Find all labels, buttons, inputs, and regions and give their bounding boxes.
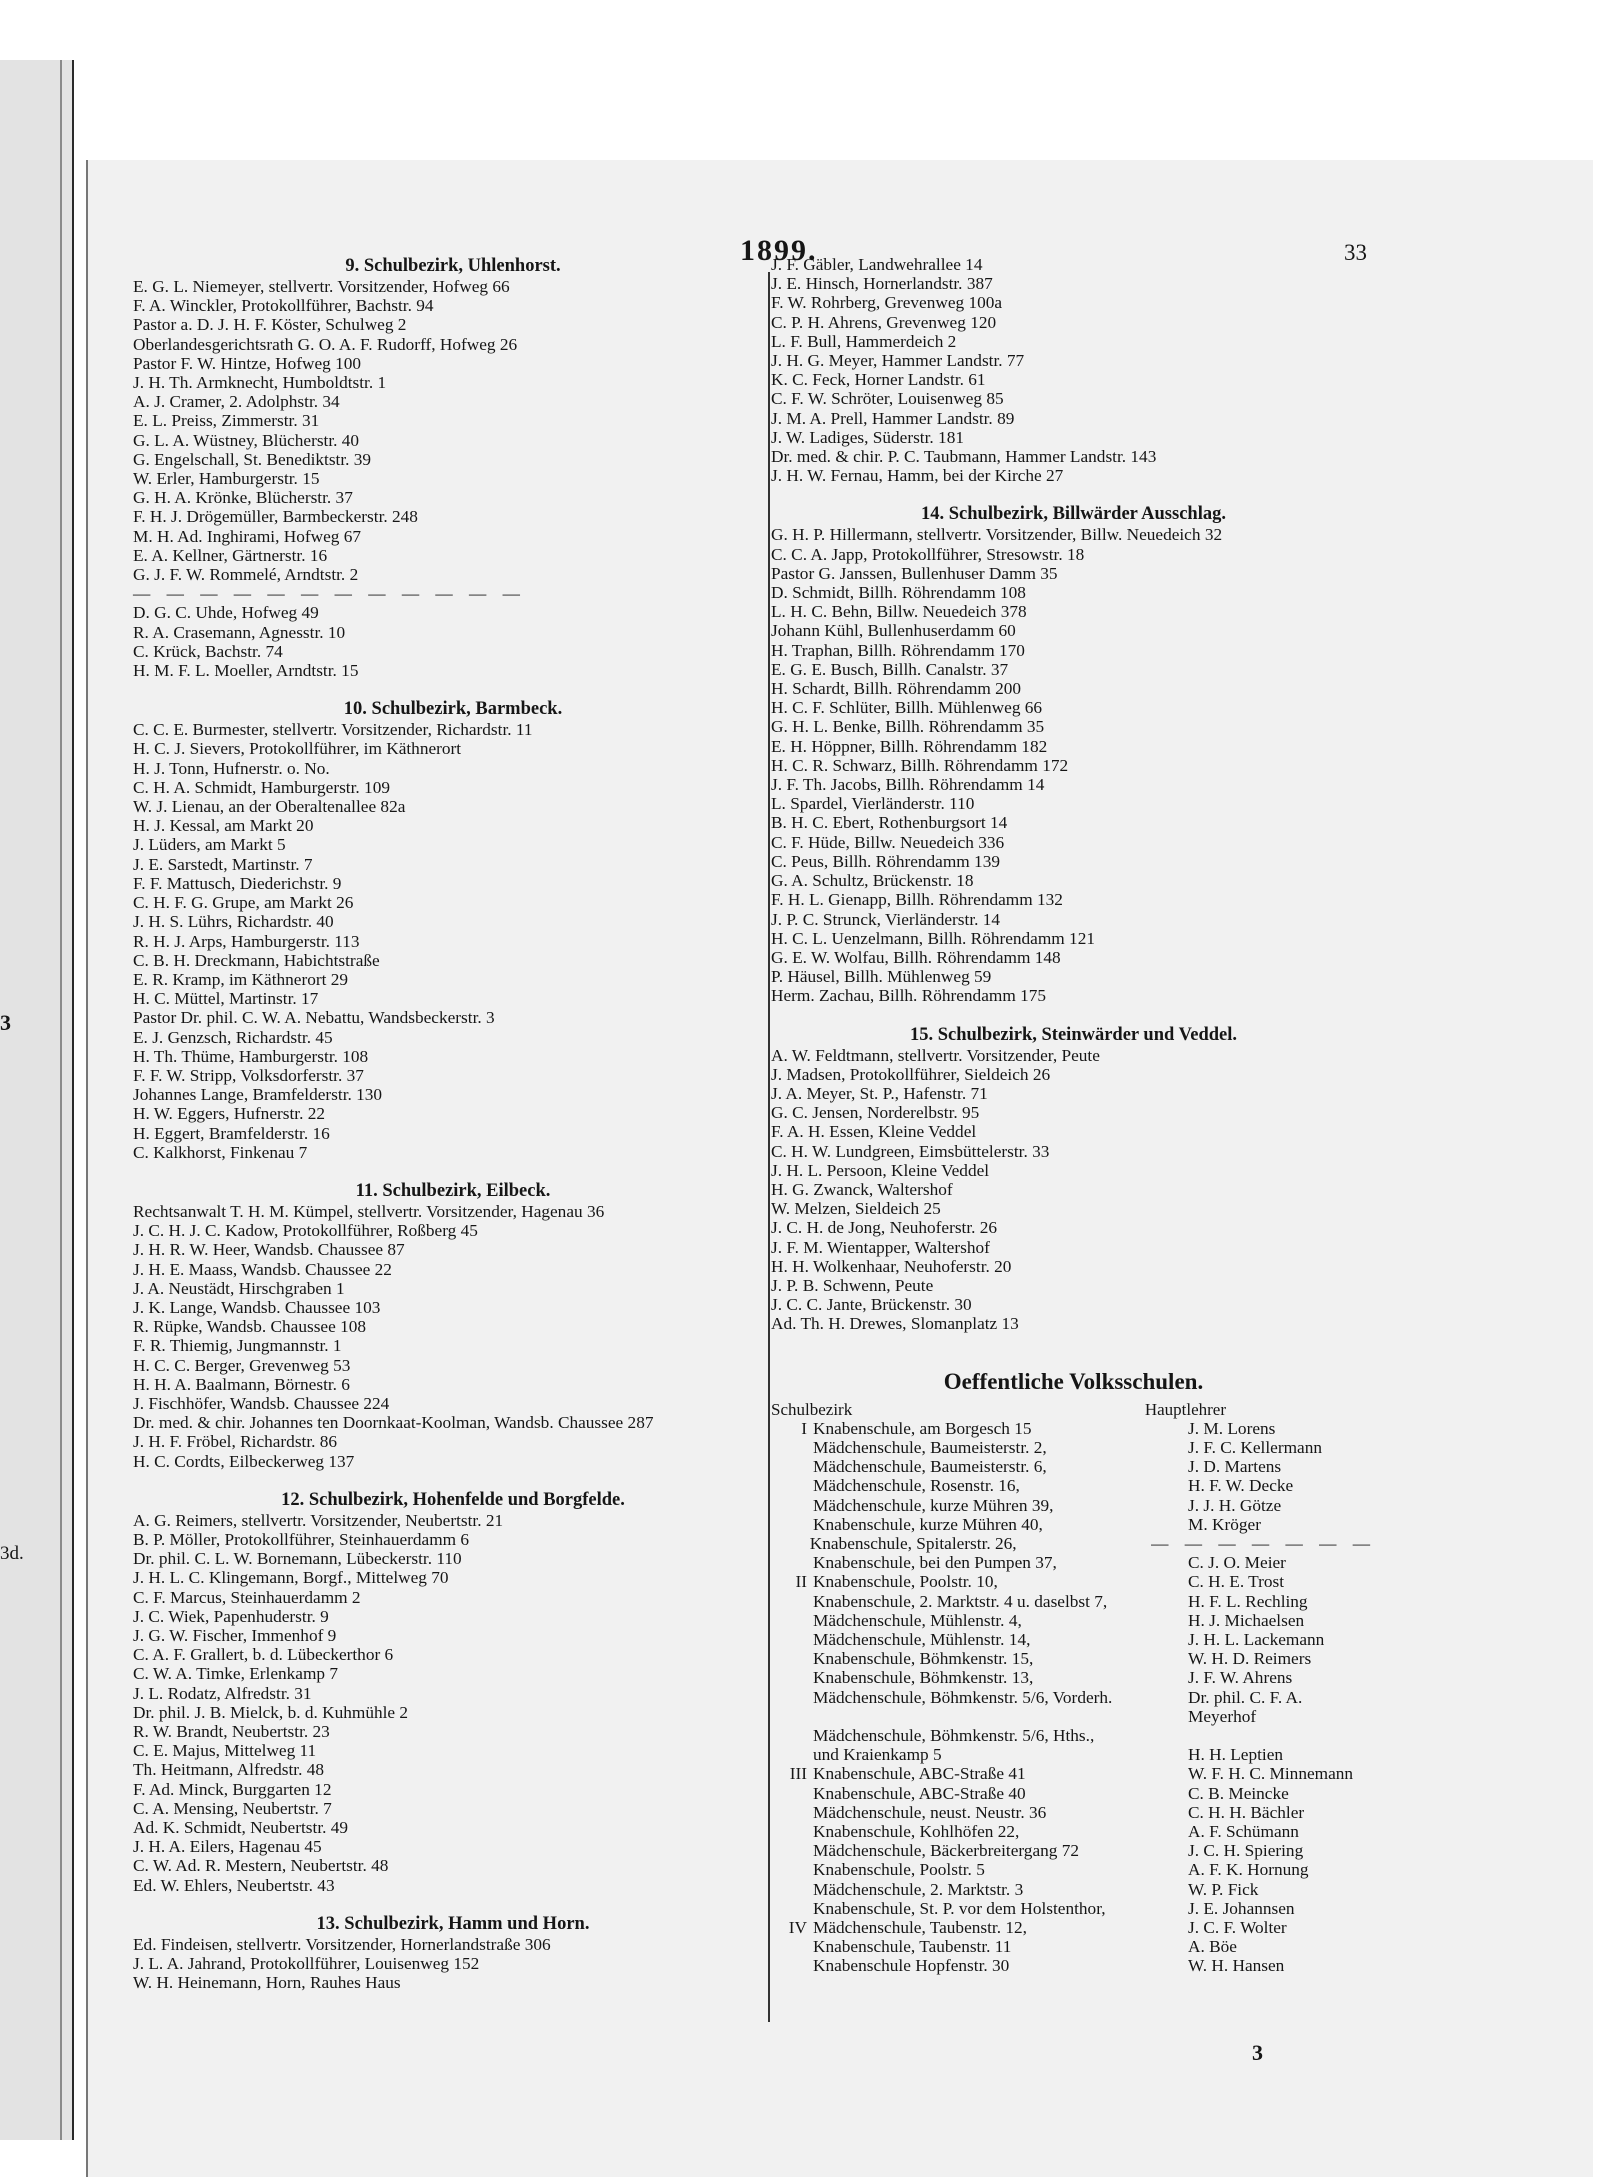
school-row (771, 1880, 1376, 1899)
school-row (771, 1496, 1376, 1515)
section-heading: 9. Schulbezirk, Uhlenhorst. (345, 256, 561, 276)
member-entry: J. C. C. Jante, Brückenstr. 30 (771, 1295, 972, 1315)
school-row (771, 1688, 1376, 1707)
district-number (771, 1956, 813, 1975)
school-row (771, 1918, 1376, 1937)
school-name: Mädchenschule, Böhmkenstr. 5/6, Vorderh. (813, 1687, 1113, 1707)
school-row (771, 1438, 1376, 1457)
head-teacher: C. J. O. Meier (1188, 1553, 1286, 1573)
school-row (771, 1707, 1376, 1726)
member-entry: C. C. A. Japp, Protokollführer, Stresowstr. 18 (771, 544, 1085, 564)
school-row (771, 1803, 1376, 1822)
member-entry: C. A. Mensing, Neubertstr. 7 (133, 1798, 332, 1818)
member-entry: C. Peus, Billh. Röhrendamm 139 (771, 851, 1000, 871)
school-name: und Kraienkamp 5 (813, 1745, 942, 1765)
school-row (771, 1668, 1376, 1687)
member-entry: H. J. Tonn, Hufnerstr. o. No. (133, 758, 330, 778)
member-entry: J. Fischhöfer, Wandsb. Chaussee 224 (133, 1393, 390, 1413)
member-entry: H. Th. Thüme, Hamburgerstr. 108 (133, 1046, 369, 1066)
school-name: Mädchenschule, neust. Neustr. 36 (813, 1802, 1047, 1822)
school-name: Mädchenschule, Taubenstr. 12, (813, 1918, 1027, 1938)
member-entry: Oberlandesgerichtsrath G. O. A. F. Rudorff, Hofweg 26 (133, 334, 518, 354)
district-number (771, 1899, 813, 1918)
member-entry: J. E. Sarstedt, Martinstr. 7 (133, 854, 313, 874)
member-entry: Johannes Lange, Bramfelderstr. 130 (133, 1085, 383, 1105)
signature-mark: 3 (1252, 2040, 1263, 2065)
column-label-hauptlehrer: Hauptlehrer (1144, 1399, 1226, 1419)
member-entry: H. W. Eggers, Hufnerstr. 22 (133, 1104, 325, 1124)
member-entry: Ed. W. Ehlers, Neubertstr. 43 (133, 1875, 335, 1895)
district-number (771, 1880, 813, 1899)
member-entry: H. J. Kessal, am Markt 20 (133, 816, 314, 836)
head-teacher: J. F. C. Kellermann (1188, 1437, 1322, 1457)
school-name: Knabenschule, St. P. vor dem Holstenthor, (813, 1898, 1106, 1918)
school-name: Knabenschule, bei den Pumpen 37, (813, 1553, 1057, 1573)
member-entry: P. Häusel, Billh. Mühlenweg 59 (771, 967, 992, 987)
member-entry: J. E. Hinsch, Hornerlandstr. 387 (771, 274, 993, 294)
member-entry: C. A. F. Grallert, b. d. Lübeckerthor 6 (133, 1645, 394, 1665)
member-entry: H. C. Cordts, Eilbeckerweg 137 (133, 1451, 355, 1471)
head-teacher: C. B. Meincke (1188, 1783, 1289, 1803)
head-teacher: W. H. D. Reimers (1188, 1649, 1312, 1669)
member-entry: Th. Heitmann, Alfredstr. 48 (133, 1760, 325, 1780)
member-entry: J. Lüders, am Markt 5 (133, 835, 286, 855)
member-entry: E. H. Höppner, Billh. Röhrendamm 182 (771, 736, 1048, 756)
head-teacher (1188, 1726, 1376, 1745)
member-entry: H. G. Zwanck, Waltershof (771, 1179, 953, 1199)
section-heading: 12. Schulbezirk, Hohenfelde und Borgfelde. (281, 1489, 625, 1510)
member-entry: H. C. Müttel, Martinstr. 17 (133, 989, 319, 1009)
section-heading: 13. Schulbezirk, Hamm und Horn. (316, 1913, 590, 1934)
member-entry: J. H. E. Maass, Wandsb. Chaussee 22 (133, 1259, 392, 1279)
member-entry: Ed. Findeisen, stellvertr. Vorsitzender, Hornerlandstraße 306 (133, 1934, 551, 1954)
member-entry: C. F. W. Schröter, Louisenweg 85 (771, 389, 1004, 409)
member-entry: C. F. Hüde, Billw. Neuedeich 336 (771, 832, 1005, 852)
head-teacher: — — — — — — — (1151, 1533, 1376, 1553)
member-entry: C. W. A. Timke, Erlenkamp 7 (133, 1664, 338, 1684)
member-entry: J. K. Lange, Wandsb. Chaussee 103 (133, 1297, 381, 1317)
member-entry: E. G. L. Niemeyer, stellvertr. Vorsitzender, Hofweg 66 (133, 277, 510, 296)
school-row (771, 1822, 1376, 1841)
head-teacher: J. C. F. Wolter (1188, 1918, 1287, 1938)
school-name: Knabenschule Hopfenstr. 30 (813, 1956, 1010, 1976)
school-row (771, 1572, 1376, 1591)
district-number (771, 1707, 813, 1726)
district-number (771, 1726, 813, 1745)
school-row (771, 1515, 1376, 1534)
member-entry: H. H. A. Baalmann, Börnestr. 6 (133, 1374, 350, 1394)
head-teacher: A. Böe (1188, 1937, 1237, 1957)
member-entry: G. H. L. Benke, Billh. Röhrendamm 35 (771, 717, 1045, 737)
school-row (771, 1764, 1376, 1783)
member-entry: H. C. L. Uenzelmann, Billh. Röhrendamm 121 (771, 928, 1095, 948)
member-entry: H. C. F. Schlüter, Billh. Mühlenweg 66 (771, 698, 1043, 718)
head-teacher: A. F. K. Hornung (1188, 1860, 1309, 1880)
column-label-schulbezirk: Schulbezirk (771, 1399, 853, 1419)
school-row (771, 1457, 1376, 1476)
member-entry: J. A. Meyer, St. P., Hafenstr. 71 (771, 1083, 988, 1103)
head-teacher: A. F. Schümann (1188, 1822, 1299, 1842)
school-name: Knabenschule, am Borgesch 15 (813, 1418, 1032, 1438)
member-entry: C. B. H. Dreckmann, Habichtstraße (133, 950, 380, 970)
head-teacher: W. P. Fick (1188, 1879, 1259, 1899)
member-entry: L. F. Bull, Hammerdeich 2 (771, 331, 957, 351)
school-name: Knabenschule, Böhmkenstr. 15, (813, 1649, 1034, 1669)
school-row (771, 1592, 1376, 1611)
member-entry: J. H. L. C. Klingemann, Borgf., Mittelweg 70 (133, 1568, 449, 1588)
volksschulen-title: Oeffentliche Volksschulen. (943, 1368, 1204, 1394)
member-entry: W. Melzen, Sieldeich 25 (771, 1199, 941, 1219)
district-number (771, 1496, 813, 1515)
district-number (771, 1860, 813, 1879)
district-number (771, 1553, 813, 1572)
member-entry: L. H. C. Behn, Billw. Neuedeich 378 (771, 602, 1027, 622)
school-row (771, 1784, 1376, 1803)
school-name: Knabenschule, 2. Marktstr. 4 u. daselbst 7, (813, 1591, 1108, 1611)
member-entry: G. H. A. Krönke, Blücherstr. 37 (133, 488, 353, 508)
section-heading: 11. Schulbezirk, Eilbeck. (355, 1180, 551, 1201)
member-entry: J. P. B. Schwenn, Peute (771, 1275, 934, 1295)
member-entry: E. A. Kellner, Gärtnerstr. 16 (133, 545, 328, 565)
member-entry: Pastor a. D. J. H. F. Köster, Schulweg 2 (133, 315, 407, 335)
member-entry: D. Schmidt, Billh. Röhrendamm 108 (771, 583, 1026, 603)
school-row (771, 1841, 1376, 1860)
member-entry: A. G. Reimers, stellvertr. Vorsitzender, Neubertstr. 21 (133, 1510, 504, 1530)
school-name: Mädchenschule, Baumeisterstr. 2, (813, 1437, 1047, 1457)
district-number: II (795, 1572, 807, 1592)
member-entry: J. H. F. Fröbel, Richardstr. 86 (133, 1432, 338, 1452)
member-entry: J. P. C. Strunck, Vierländerstr. 14 (771, 909, 1001, 929)
district-number (771, 1803, 813, 1822)
school-row (771, 1476, 1376, 1495)
member-entry: J. H. W. Fernau, Hamm, bei der Kirche 27 (771, 466, 1064, 486)
school-name: Knabenschule, Kohlhöfen 22, (813, 1822, 1020, 1842)
school-name: Mädchenschule, Mühlenstr. 4, (813, 1610, 1022, 1630)
member-entry: R. W. Brandt, Neubertstr. 23 (133, 1722, 330, 1742)
school-row (771, 1534, 1376, 1553)
member-entry: H. Schardt, Billh. Röhrendamm 200 (771, 679, 1022, 699)
district-number (771, 1611, 813, 1630)
member-entry: Herm. Zachau, Billh. Röhrendamm 175 (771, 986, 1046, 1006)
member-entry: Johann Kühl, Bullenhuserdamm 60 (771, 621, 1016, 641)
member-entry: J. C. H. de Jong, Neuhoferstr. 26 (771, 1218, 998, 1238)
member-entry: J. H. G. Meyer, Hammer Landstr. 77 (771, 351, 1025, 371)
district-number (771, 1668, 813, 1687)
member-entry: H. M. F. L. Moeller, Arndtstr. 15 (133, 661, 359, 681)
member-entry: G. J. F. W. Rommelé, Arndtstr. 2 (133, 565, 359, 585)
member-entry: F. A. H. Essen, Kleine Veddel (771, 1122, 977, 1142)
member-entry: J. L. Rodatz, Alfredstr. 31 (133, 1683, 312, 1703)
district-number (771, 1534, 810, 1553)
school-name: Knabenschule, ABC-Straße 41 (813, 1764, 1026, 1784)
district-number (771, 1937, 813, 1956)
left-page-edge (0, 60, 74, 2140)
member-entry: B. H. C. Ebert, Rothenburgsort 14 (771, 813, 1008, 833)
member-entry: F. H. L. Gienapp, Billh. Röhrendamm 132 (771, 890, 1063, 910)
member-entry: F. Ad. Minck, Burggarten 12 (133, 1779, 332, 1799)
member-entry: E. L. Preiss, Zimmerstr. 31 (133, 411, 320, 431)
member-entry: H. C. C. Berger, Grevenweg 53 (133, 1355, 351, 1375)
head-teacher: W. H. Hansen (1188, 1956, 1285, 1976)
member-entry: J. C. Wiek, Papenhuderstr. 9 (133, 1606, 329, 1626)
member-entry: J. M. A. Prell, Hammer Landstr. 89 (771, 408, 1015, 428)
school-name: Knabenschule, Taubenstr. 11 (813, 1937, 1012, 1957)
district-number (771, 1822, 813, 1841)
page-year: 1899. (740, 234, 818, 267)
member-entry: J. Madsen, Protokollführer, Sieldeich 26 (771, 1064, 1051, 1084)
member-entry: J. C. H. J. C. Kadow, Protokollführer, Roßberg 45 (133, 1221, 478, 1241)
district-number (771, 1649, 813, 1668)
page-gutter (60, 60, 62, 2140)
left-page-margin-number: 3 (0, 1010, 11, 1035)
head-teacher: H. J. Michaelsen (1188, 1610, 1305, 1630)
member-entry: W. J. Lienau, an der Oberaltenallee 82a (133, 797, 406, 817)
district-number: I (801, 1418, 807, 1438)
member-entry: Rechtsanwalt T. H. M. Kümpel, stellvertr. Vorsitzender, Hagenau 36 (133, 1201, 605, 1221)
member-entry: F. F. W. Stripp, Volksdorferstr. 37 (133, 1065, 364, 1085)
school-name: Knabenschule, kurze Mühren 40, (813, 1514, 1043, 1534)
member-entry: C. H. W. Lundgreen, Eimsbüttelerstr. 33 (771, 1141, 1050, 1161)
head-teacher: J. C. H. Spiering (1188, 1841, 1304, 1861)
member-entry: C. Krück, Bachstr. 74 (133, 641, 283, 661)
head-teacher: M. Kröger (1188, 1514, 1261, 1534)
right-column (771, 255, 1376, 1976)
section-heading: 10. Schulbezirk, Barmbeck. (343, 699, 563, 720)
school-row (771, 1649, 1376, 1668)
district-number (771, 1745, 813, 1764)
member-entry: R. A. Crasemann, Agnesstr. 10 (133, 622, 346, 642)
member-entry: J. H. S. Lührs, Richardstr. 40 (133, 912, 334, 932)
head-teacher: W. F. H. C. Minnemann (1188, 1764, 1354, 1784)
head-teacher: C. H. E. Trost (1188, 1572, 1285, 1592)
member-entry: W. H. Heinemann, Horn, Rauhes Haus (133, 1973, 401, 1993)
member-entry: H. Traphan, Billh. Röhrendamm 170 (771, 640, 1025, 660)
school-name: Mädchenschule, Böhmkenstr. 5/6, Hths., (813, 1726, 1095, 1746)
member-entry: J. H. Th. Armknecht, Humboldtstr. 1 (133, 373, 387, 393)
member-entry: C. F. Marcus, Steinhauerdamm 2 (133, 1587, 361, 1607)
member-entry: J. F. Gäbler, Landwehrallee 14 (771, 255, 983, 274)
member-entry: R. Rüpke, Wandsb. Chaussee 108 (133, 1317, 367, 1337)
school-name (813, 1707, 1188, 1726)
member-entry: Dr. phil. J. B. Mielck, b. d. Kuhmühle 2 (133, 1702, 409, 1722)
district-number (771, 1457, 813, 1476)
member-entry: M. H. Ad. Inghirami, Hofweg 67 (133, 526, 361, 546)
member-entry: F. W. Rohrberg, Grevenweg 100a (771, 293, 1003, 313)
member-entry: F. R. Thiemig, Jungmannstr. 1 (133, 1336, 342, 1356)
head-teacher: H. H. Leptien (1188, 1745, 1284, 1765)
member-entry: J. F. Th. Jacobs, Billh. Röhrendamm 14 (771, 775, 1045, 795)
member-entry: E. J. Genzsch, Richardstr. 45 (133, 1027, 333, 1047)
head-teacher: H. F. L. Rechling (1188, 1591, 1308, 1611)
member-entry: J. L. A. Jahrand, Protokollführer, Louisenweg 152 (133, 1954, 480, 1974)
district-number: IV (788, 1918, 807, 1938)
school-name: Mädchenschule, Bäckerbreitergang 72 (813, 1841, 1079, 1861)
head-teacher: J. D. Martens (1188, 1457, 1282, 1477)
member-entry: E. G. E. Busch, Billh. Canalstr. 37 (771, 659, 1009, 679)
member-entry: C. P. H. Ahrens, Grevenweg 120 (771, 312, 997, 332)
district-number (771, 1438, 813, 1457)
school-row (771, 1745, 1376, 1764)
member-entry: Ad. K. Schmidt, Neubertstr. 49 (133, 1818, 349, 1838)
head-teacher: C. H. H. Bächler (1188, 1802, 1305, 1822)
left-page-margin-text: 3d. (0, 1543, 24, 1564)
member-entry: G. Engelschall, St. Benediktstr. 39 (133, 449, 372, 469)
page-number: 33 (1344, 240, 1367, 265)
member-entry: C. W. Ad. R. Mestern, Neubertstr. 48 (133, 1856, 389, 1876)
member-entry: C. H. F. G. Grupe, am Markt 26 (133, 893, 354, 913)
school-row (771, 1553, 1376, 1572)
member-entry: C. E. Majus, Mittelweg 11 (133, 1741, 317, 1761)
member-entry: H. C. R. Schwarz, Billh. Röhrendamm 172 (771, 755, 1069, 775)
member-entry: C. C. E. Burmester, stellvertr. Vorsitzender, Richardstr. 11 (133, 720, 533, 740)
member-entry: J. H. R. W. Heer, Wandsb. Chaussee 87 (133, 1240, 405, 1260)
head-teacher: Meyerhof (1188, 1706, 1257, 1726)
separator-dashes: — — — — — — — — — — — — (133, 584, 526, 604)
district-number (771, 1688, 813, 1707)
district-number (771, 1476, 813, 1495)
member-entry: J. H. A. Eilers, Hagenau 45 (133, 1837, 322, 1857)
member-entry: Dr. med. & chir. Johannes ten Doornkaat-Koolman, Wandsb. Chaussee 287 (133, 1413, 654, 1433)
district-number (771, 1515, 813, 1534)
school-name: Knabenschule, Böhmkenstr. 13, (813, 1668, 1034, 1688)
district-number (771, 1784, 813, 1803)
district-number (771, 1630, 813, 1649)
school-name: Mädchenschule, Mühlenstr. 14, (813, 1630, 1031, 1649)
school-name: Mädchenschule, Rosenstr. 16, (813, 1476, 1020, 1496)
district-number: III (789, 1764, 807, 1784)
school-name: Knabenschule, ABC-Straße 40 (813, 1783, 1026, 1803)
member-entry: A. J. Cramer, 2. Adolphstr. 34 (133, 392, 340, 412)
member-entry: H. Eggert, Bramfelderstr. 16 (133, 1123, 330, 1143)
district-number (771, 1592, 813, 1611)
member-entry: W. Erler, Hamburgerstr. 15 (133, 469, 320, 489)
member-entry: J. W. Ladiges, Süderstr. 181 (771, 427, 964, 447)
member-entry: H. H. Wolkenhaar, Neuhoferstr. 20 (771, 1256, 1012, 1276)
school-row (771, 1630, 1376, 1649)
school-name: Knabenschule, Poolstr. 5 (813, 1860, 985, 1880)
district-number (771, 1841, 813, 1860)
section-heading: 14. Schulbezirk, Billwärder Ausschlag. (921, 504, 1226, 525)
member-entry: J. F. M. Wientapper, Waltershof (771, 1237, 990, 1257)
school-row (771, 1956, 1376, 1975)
head-teacher: J. M. Lorens (1188, 1418, 1276, 1438)
member-entry: G. A. Schultz, Brückenstr. 18 (771, 871, 974, 891)
head-teacher: J. F. W. Ahrens (1188, 1668, 1293, 1688)
school-row (771, 1726, 1376, 1745)
school-row (771, 1860, 1376, 1879)
member-entry: H. C. J. Sievers, Protokollführer, im Käthnerort (133, 739, 462, 759)
head-teacher: H. F. W. Decke (1188, 1476, 1294, 1496)
member-entry: G. E. W. Wolfau, Billh. Röhrendamm 148 (771, 947, 1061, 967)
head-teacher: Dr. phil. C. F. A. (1188, 1687, 1303, 1707)
school-name: Knabenschule, Poolstr. 10, (813, 1572, 998, 1592)
left-column (133, 255, 773, 1992)
member-entry: C. Kalkhorst, Finkenau 7 (133, 1142, 308, 1162)
school-name: Knabenschule, Spitalerstr. 26, (809, 1533, 1017, 1553)
member-entry: F. A. Winckler, Protokollführer, Bachstr. 94 (133, 296, 434, 316)
member-entry: J. G. W. Fischer, Immenhof 9 (133, 1626, 337, 1645)
member-entry: J. A. Neustädt, Hirschgraben 1 (133, 1278, 345, 1298)
member-entry: E. R. Kramp, im Käthnerort 29 (133, 969, 349, 989)
school-name: Mädchenschule, 2. Marktstr. 3 (813, 1879, 1024, 1899)
head-teacher: J. H. L. Lackemann (1188, 1630, 1325, 1649)
section-heading: 15. Schulbezirk, Steinwärder und Veddel. (909, 1024, 1238, 1045)
member-entry: J. H. L. Persoon, Kleine Veddel (771, 1160, 990, 1180)
member-entry: F. H. J. Drögemüller, Barmbeckerstr. 248 (133, 507, 418, 527)
member-entry: Ad. Th. H. Drewes, Slomanplatz 13 (771, 1314, 1019, 1334)
member-entry: Pastor G. Janssen, Bullenhuser Damm 35 (771, 563, 1058, 583)
member-entry: L. Spardel, Vierländerstr. 110 (771, 794, 975, 814)
school-name: Mädchenschule, kurze Mühren 39, (813, 1495, 1054, 1515)
member-entry: D. G. C. Uhde, Hofweg 49 (133, 603, 319, 623)
member-entry: R. H. J. Arps, Hamburgerstr. 113 (133, 931, 360, 951)
member-entry: Dr. med. & chir. P. C. Taubmann, Hammer Landstr. 143 (771, 447, 1157, 467)
member-entry: Dr. phil. C. L. W. Bornemann, Lübeckerstr. 110 (133, 1549, 462, 1569)
member-entry: G. H. P. Hillermann, stellvertr. Vorsitzender, Billw. Neuedeich 32 (771, 525, 1223, 545)
head-teacher: J. E. Johannsen (1188, 1898, 1295, 1918)
head-teacher: J. J. H. Götze (1188, 1495, 1282, 1515)
member-entry: C. H. A. Schmidt, Hamburgerstr. 109 (133, 777, 390, 797)
member-entry: G. L. A. Wüstney, Blücherstr. 40 (133, 430, 360, 450)
school-row (771, 1419, 1376, 1438)
member-entry: Pastor F. W. Hintze, Hofweg 100 (133, 353, 362, 373)
member-entry: Pastor Dr. phil. C. W. A. Nebattu, Wandsbeckerstr. 3 (133, 1008, 495, 1028)
member-entry: G. C. Jensen, Norderelbstr. 95 (771, 1103, 980, 1123)
member-entry: F. F. Mattusch, Diederichstr. 9 (133, 873, 342, 893)
school-row (771, 1937, 1376, 1956)
member-entry: B. P. Möller, Protokollführer, Steinhauerdamm 6 (133, 1529, 470, 1549)
volksschulen-header (771, 1400, 1376, 1419)
member-entry: A. W. Feldtmann, stellvertr. Vorsitzender, Peute (771, 1045, 1100, 1065)
school-row (771, 1611, 1376, 1630)
member-entry: K. C. Feck, Horner Landstr. 61 (771, 370, 986, 390)
school-name: Mädchenschule, Baumeisterstr. 6, (813, 1457, 1047, 1477)
school-row (771, 1899, 1376, 1918)
